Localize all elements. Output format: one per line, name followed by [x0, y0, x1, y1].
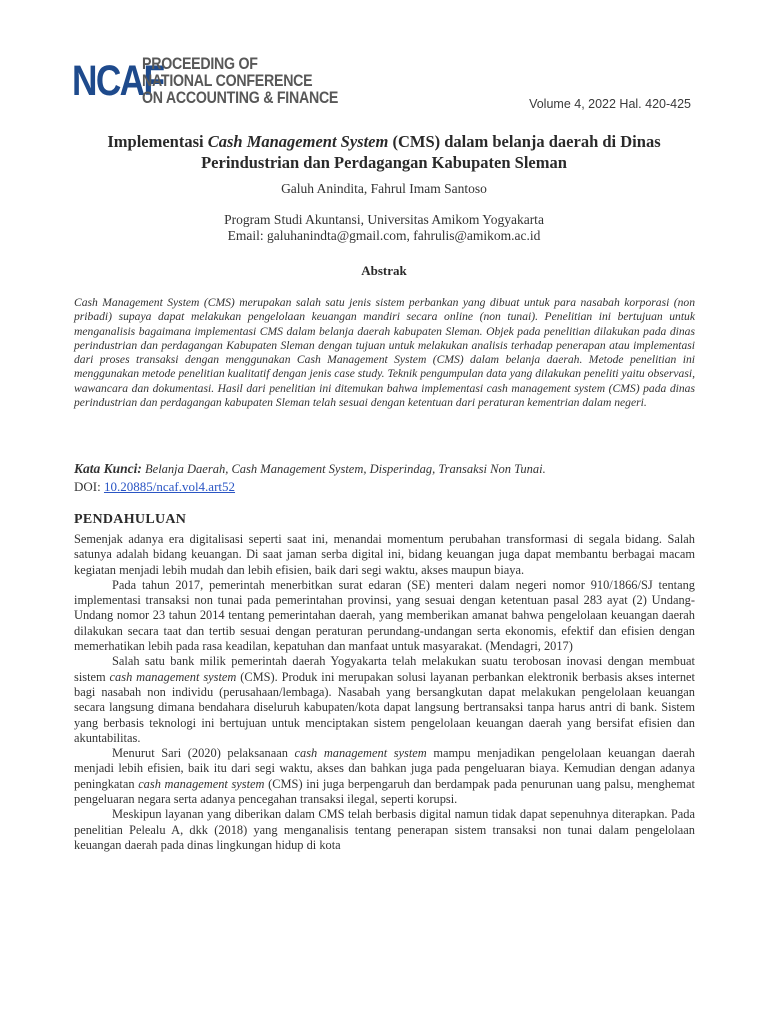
paragraph-4	[74, 746, 695, 807]
paragraph-1: Semenjak adanya era digitalisasi seperti saat ini, menandai momentum perubahan transformasi di segala bidang. Salah satunya adalah bidang keuangan. Di saat jaman serba digital ini, bidang keuangan juga dapat membantu berbagai macam kegiatan menjadi lebih mudah dan lebih efisien, baik dari segi waktu, akses maupun biaya.	[74, 532, 695, 577]
volume-info: Volume 4, 2022 Hal. 420-425	[529, 97, 691, 111]
title-part-1: Implementasi	[107, 132, 208, 151]
paragraph-5: Meskipun layanan yang diberikan dalam CMS telah berbasis digital namun tidak dapat sepenuhnya diterapkan. Pada penelitian Pelealu A, dkk (2018) yang menganalisis tentang penerapan sistem transaksi non tunai dalam pengelolaan keuangan daerah pada dinas lingkungan hidup di kota	[74, 807, 695, 852]
keywords	[74, 461, 699, 477]
abstract-text: Cash Management System (CMS) merupakan salah satu jenis sistem perbankan yang dibuat untuk para nasabah korporasi (non pribadi) supaya dapat melakukan pengelolaan keuangan mandiri secara online (non tunai). Penelitian ini bertujuan untuk menganalisis bagaimana implementasi CMS dalam belanja daerah kabupaten Sleman. Objek pada penelitian dilakukan pada dinas perindustrian dan perdagangan Kabupaten Sleman dengan tujuan untuk melakukan analisis terhadap penerapan atau implementasi dari proses transaksi dengan menggunakan Cash Management System (CMS) dalam belanja daerah. Metode penelitian ini menggunakan metode penelitian kualitatif dengan jenis case study. Teknik pengumpulan data yang dilakukan peneliti yaitu observasi, wawancara dan dokumentasi. Hasil dari penelitian ini ditemukan bahwa implementasi cash management system (CMS) pada dinas perindustrian dan perdagangan kabupaten Sleman telah sesuai dengan ketentuan dari peraturan kementrian dalam negeri.	[74, 296, 695, 410]
authors: Galuh Anindita, Fahrul Imam Santoso	[281, 181, 487, 196]
title-line-1	[60, 131, 708, 152]
affiliation	[0, 212, 768, 244]
affiliation-program: Program Studi Akuntansi, Universitas Amikom Yogyakarta	[224, 212, 544, 227]
logo-mark: NCAF	[72, 56, 164, 105]
logo-text	[142, 56, 338, 107]
paragraph-3-c: (CMS). Produk ini merupakan solusi layanan perbankan elektronik berbasis akses internet bagi nasabah non individu (perusahaan/lembaga). Nasabah yang bersangkutan dapat melakukan pengelolaan keuangan secara langsung dimana bendahara diseluruh kabupaten/kota dapat langsung bertransaksi tanpa harus antri di bank. Sistem yang berbasis teknologi ini bertujuan untuk menciptakan sistem pengelolaan keuangan daerah yang bersifat efisien dan akuntabilitas.	[74, 669, 695, 745]
title-part-2: Cash Management System	[207, 132, 389, 151]
section-body	[74, 532, 695, 853]
paragraph-4-b: cash management system	[294, 746, 427, 761]
affiliation-email: Email: galuhanindta@gmail.com, fahrulis@amikom.ac.id	[227, 228, 541, 243]
doi	[74, 479, 235, 495]
doi-label: DOI:	[74, 479, 104, 494]
logo-line-1: PROCEEDING OF	[142, 54, 258, 73]
keywords-text: Belanja Daerah, Cash Management System, Disperindag, Transaksi Non Tunai.	[141, 462, 546, 476]
paragraph-3	[74, 654, 695, 746]
abstract-heading: Abstrak	[361, 263, 407, 278]
paragraph-4-a: Menurut Sari (2020) pelaksanaan	[112, 746, 295, 761]
paper-title	[60, 131, 708, 173]
keywords-label: Kata Kunci:	[74, 461, 142, 476]
paragraph-2: Pada tahun 2017, pemerintah menerbitkan surat edaran (SE) menteri dalam negeri nomor 910/1866/SJ tentang implementasi transaksi non tunai pada pemerintahan provinsi, yang sesuai dengan ketentuan pasal 283 ayat (2) Undang-Undang nomor 23 tahun 2014 tentang pemerintahan daerah, yang memberikan amanat bahwa pengelolaan keuangan daerah dilakukan secara taat dan tertib sesuai dengan peraturan perundang-undangan serta ekonomis, efektif dan efisien dengan memerhatikan lebih pada rasa keadilan, kepatuhan dan manfaat untuk masyarakat. (Mendagri, 2017)	[74, 577, 695, 654]
title-line-2: Perindustrian dan Perdagangan Kabupaten Sleman	[201, 153, 567, 172]
logo-line-3: ON ACCOUNTING & FINANCE	[142, 88, 339, 107]
title-part-3: (CMS) dalam belanja daerah di Dinas	[388, 132, 661, 151]
doi-link[interactable]: 10.20885/ncaf.vol4.art52	[103, 479, 236, 494]
paragraph-3-b: cash management system	[109, 669, 237, 684]
paragraph-4-c: mampu menjadikan pengelolaan keuangan daerah menjadi lebih efisien, baik itu dari segi waktu, akses dan bahkan juga pada pengeluaran biaya. Kemudian dengan adanya peningkatan	[74, 746, 695, 791]
paragraph-4-d: cash management system	[138, 776, 265, 791]
logo-line-2: NATIONAL CONFERENCE	[142, 71, 313, 90]
conference-logo	[72, 50, 370, 112]
paragraph-4-e: (CMS) ini juga berpengaruh dan berdampak pada penurunan uang palsu, menghemat pengeluaran negara serta adanya pencegahan transaksi ilegal, seperti korupsi.	[74, 776, 695, 807]
paragraph-3-a: Salah satu bank milik pemerintah daerah Yogyakarta telah melakukan suatu terobosan inovasi dengan membuat sistem	[74, 654, 695, 684]
section-heading: PENDAHULUAN	[74, 512, 187, 527]
